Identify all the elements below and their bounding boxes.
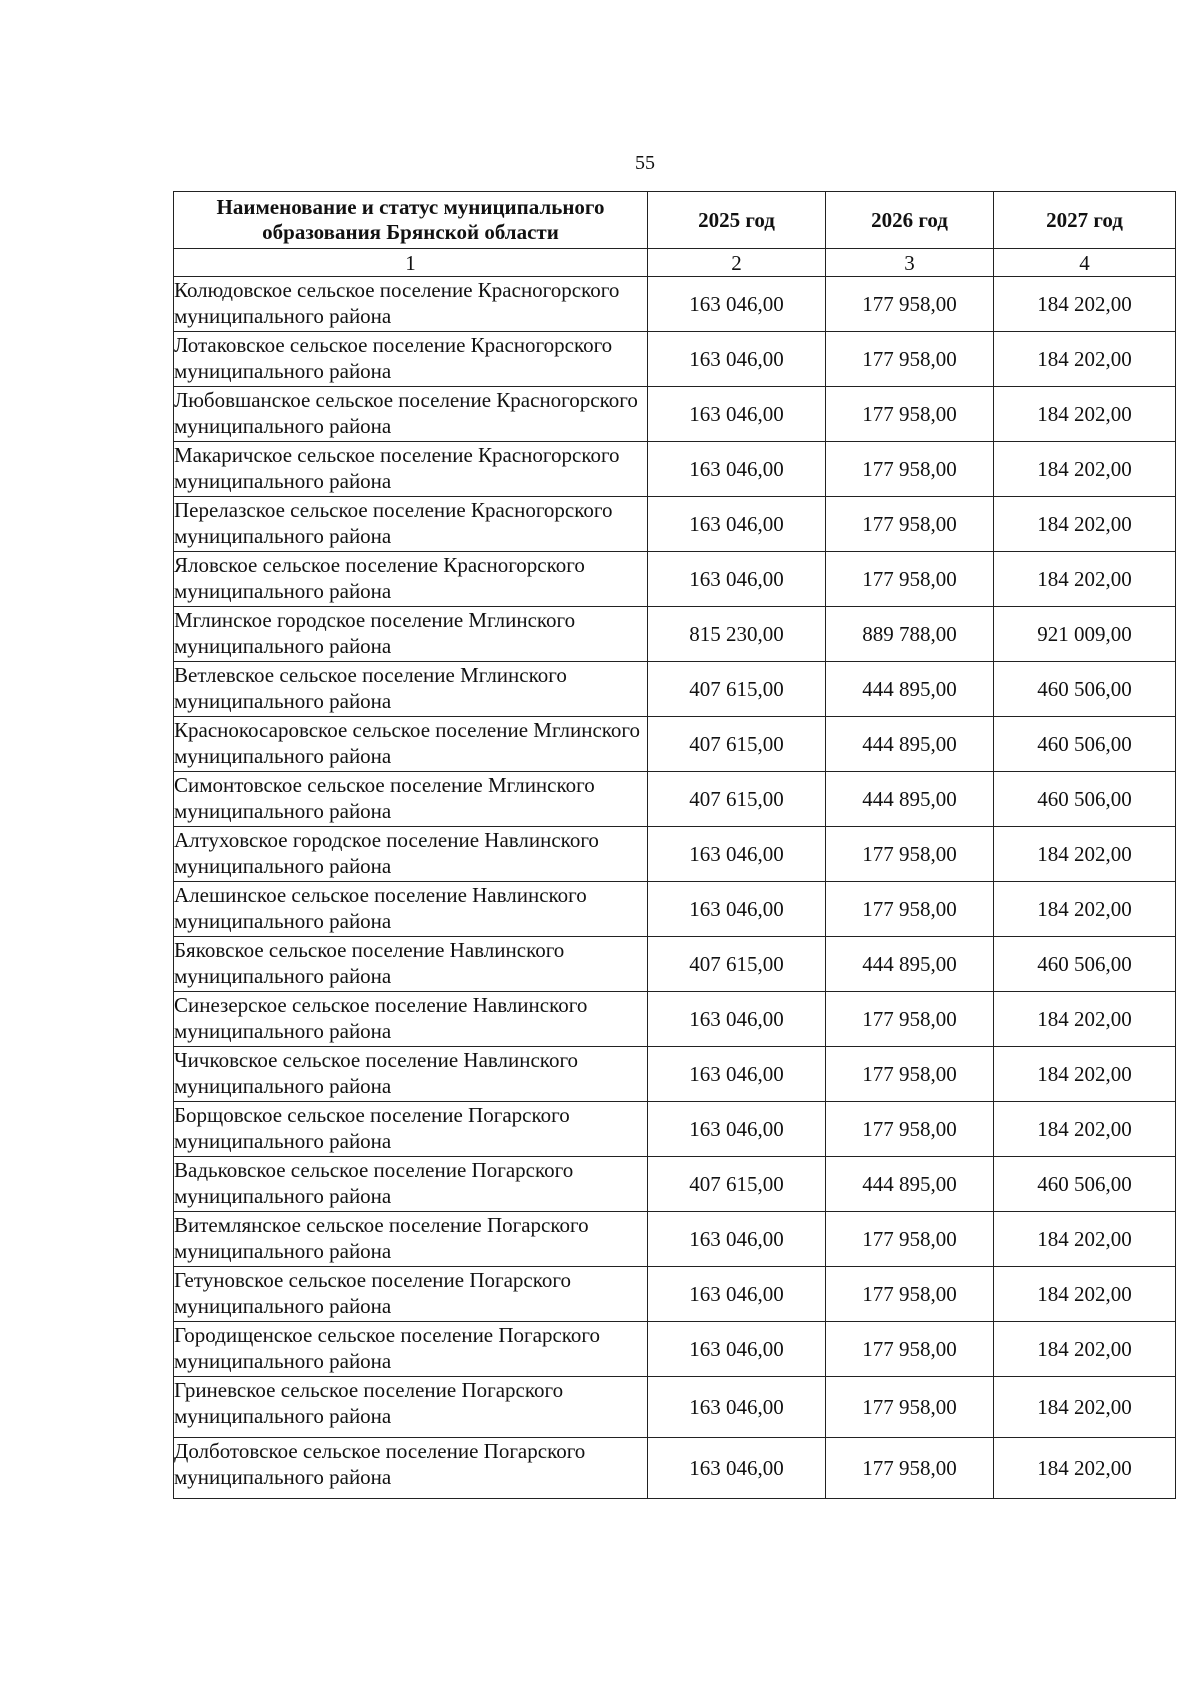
value-2026: 177 958,00	[826, 1102, 994, 1157]
value-2026: 444 895,00	[826, 772, 994, 827]
value-2025: 163 046,00	[648, 1322, 826, 1377]
municipality-name: Витемлянское сельское поселение Погарского муниципального района	[174, 1212, 648, 1267]
value-2027: 184 202,00	[994, 1047, 1176, 1102]
table-row	[174, 332, 1176, 387]
table-row	[174, 277, 1176, 332]
value-2026: 177 958,00	[826, 277, 994, 332]
municipality-name: Гриневское сельское поселение Погарского муниципального района	[174, 1377, 648, 1438]
value-2025: 163 046,00	[648, 442, 826, 497]
column-number: 1	[174, 249, 648, 277]
value-2027: 184 202,00	[994, 827, 1176, 882]
value-2027: 184 202,00	[994, 1438, 1176, 1499]
value-2025: 407 615,00	[648, 662, 826, 717]
table-row	[174, 827, 1176, 882]
value-2027: 460 506,00	[994, 772, 1176, 827]
value-2027: 184 202,00	[994, 992, 1176, 1047]
table-row	[174, 1102, 1176, 1157]
value-2025: 163 046,00	[648, 1212, 826, 1267]
value-2025: 407 615,00	[648, 1157, 826, 1212]
municipality-name: Алтуховское городское поселение Навлинского муниципального района	[174, 827, 648, 882]
table-row	[174, 1267, 1176, 1322]
value-2027: 184 202,00	[994, 442, 1176, 497]
value-2026: 177 958,00	[826, 992, 994, 1047]
municipality-name: Макаричское сельское поселение Красногорского муниципального района	[174, 442, 648, 497]
value-2025: 163 046,00	[648, 552, 826, 607]
table-row	[174, 442, 1176, 497]
column-number: 4	[994, 249, 1176, 277]
table-row	[174, 1212, 1176, 1267]
municipality-name: Лотаковское сельское поселение Красногорского муниципального района	[174, 332, 648, 387]
value-2026: 177 958,00	[826, 827, 994, 882]
table-row	[174, 1438, 1176, 1499]
value-2025: 163 046,00	[648, 992, 826, 1047]
table-row	[174, 772, 1176, 827]
value-2027: 460 506,00	[994, 1157, 1176, 1212]
value-2026: 444 895,00	[826, 937, 994, 992]
column-number-row	[174, 249, 1176, 277]
value-2025: 163 046,00	[648, 387, 826, 442]
value-2025: 163 046,00	[648, 827, 826, 882]
column-number: 2	[648, 249, 826, 277]
municipality-name: Симонтовское сельское поселение Мглинского муниципального района	[174, 772, 648, 827]
municipality-name: Гетуновское сельское поселение Погарского муниципального района	[174, 1267, 648, 1322]
header-name: Наименование и статус муниципального образования Брянской области	[174, 192, 648, 249]
table-row	[174, 662, 1176, 717]
value-2027: 921 009,00	[994, 607, 1176, 662]
table-row	[174, 937, 1176, 992]
value-2027: 184 202,00	[994, 1267, 1176, 1322]
value-2025: 163 046,00	[648, 1377, 826, 1438]
header-2025: 2025 год	[648, 192, 826, 249]
value-2026: 177 958,00	[826, 1377, 994, 1438]
municipality-name: Борщовское сельское поселение Погарского муниципального района	[174, 1102, 648, 1157]
value-2026: 889 788,00	[826, 607, 994, 662]
value-2025: 163 046,00	[648, 882, 826, 937]
value-2026: 177 958,00	[826, 1212, 994, 1267]
value-2026: 177 958,00	[826, 882, 994, 937]
value-2027: 184 202,00	[994, 497, 1176, 552]
municipality-name: Долботовское сельское поселение Погарского муниципального района	[174, 1438, 648, 1499]
municipality-name: Ветлевское сельское поселение Мглинского муниципального района	[174, 662, 648, 717]
value-2025: 407 615,00	[648, 772, 826, 827]
header-2026: 2026 год	[826, 192, 994, 249]
table-row	[174, 387, 1176, 442]
municipality-name: Яловское сельское поселение Красногорского муниципального района	[174, 552, 648, 607]
value-2025: 163 046,00	[648, 1102, 826, 1157]
municipality-name: Бяковское сельское поселение Навлинского муниципального района	[174, 937, 648, 992]
municipality-name: Синезерское сельское поселение Навлинского муниципального района	[174, 992, 648, 1047]
value-2025: 407 615,00	[648, 717, 826, 772]
table-row	[174, 992, 1176, 1047]
value-2026: 177 958,00	[826, 552, 994, 607]
value-2027: 184 202,00	[994, 1322, 1176, 1377]
value-2027: 184 202,00	[994, 387, 1176, 442]
municipality-name: Городищенское сельское поселение Погарского муниципального района	[174, 1322, 648, 1377]
table-row	[174, 497, 1176, 552]
value-2025: 163 046,00	[648, 1438, 826, 1499]
municipality-name: Краснокосаровское сельское поселение Мглинского муниципального района	[174, 717, 648, 772]
value-2026: 177 958,00	[826, 442, 994, 497]
value-2025: 815 230,00	[648, 607, 826, 662]
municipality-name: Перелазское сельское поселение Красногорского муниципального района	[174, 497, 648, 552]
table-row	[174, 717, 1176, 772]
value-2027: 184 202,00	[994, 1102, 1176, 1157]
value-2025: 163 046,00	[648, 1047, 826, 1102]
page-number: 55	[635, 152, 655, 174]
value-2027: 460 506,00	[994, 662, 1176, 717]
table-row	[174, 1047, 1176, 1102]
municipality-name: Любовшанское сельское поселение Красногорского муниципального района	[174, 387, 648, 442]
value-2025: 163 046,00	[648, 332, 826, 387]
value-2025: 163 046,00	[648, 1267, 826, 1322]
header-2027: 2027 год	[994, 192, 1176, 249]
value-2026: 177 958,00	[826, 332, 994, 387]
value-2026: 177 958,00	[826, 387, 994, 442]
value-2027: 184 202,00	[994, 1212, 1176, 1267]
value-2026: 444 895,00	[826, 662, 994, 717]
table-row	[174, 1322, 1176, 1377]
table-row	[174, 607, 1176, 662]
table-row	[174, 882, 1176, 937]
value-2027: 184 202,00	[994, 882, 1176, 937]
municipality-name: Чичковское сельское поселение Навлинского муниципального района	[174, 1047, 648, 1102]
value-2027: 460 506,00	[994, 937, 1176, 992]
value-2027: 184 202,00	[994, 552, 1176, 607]
municipality-name: Вадьковское сельское поселение Погарского муниципального района	[174, 1157, 648, 1212]
table-body	[174, 277, 1176, 1499]
value-2027: 460 506,00	[994, 717, 1176, 772]
value-2026: 177 958,00	[826, 1047, 994, 1102]
value-2027: 184 202,00	[994, 1377, 1176, 1438]
table-row	[174, 1377, 1176, 1438]
column-number: 3	[826, 249, 994, 277]
table-row	[174, 552, 1176, 607]
value-2026: 177 958,00	[826, 1322, 994, 1377]
value-2026: 177 958,00	[826, 1438, 994, 1499]
value-2027: 184 202,00	[994, 277, 1176, 332]
value-2026: 177 958,00	[826, 497, 994, 552]
value-2025: 163 046,00	[648, 277, 826, 332]
table-row	[174, 1157, 1176, 1212]
table-header-row	[174, 192, 1176, 249]
value-2026: 444 895,00	[826, 717, 994, 772]
value-2025: 407 615,00	[648, 937, 826, 992]
value-2025: 163 046,00	[648, 497, 826, 552]
value-2026: 177 958,00	[826, 1267, 994, 1322]
value-2026: 444 895,00	[826, 1157, 994, 1212]
municipality-name: Колюдовское сельское поселение Красногорского муниципального района	[174, 277, 648, 332]
municipality-name: Алешинское сельское поселение Навлинского муниципального района	[174, 882, 648, 937]
municipality-name: Мглинское городское поселение Мглинского муниципального района	[174, 607, 648, 662]
value-2027: 184 202,00	[994, 332, 1176, 387]
budget-table	[173, 191, 1176, 1499]
